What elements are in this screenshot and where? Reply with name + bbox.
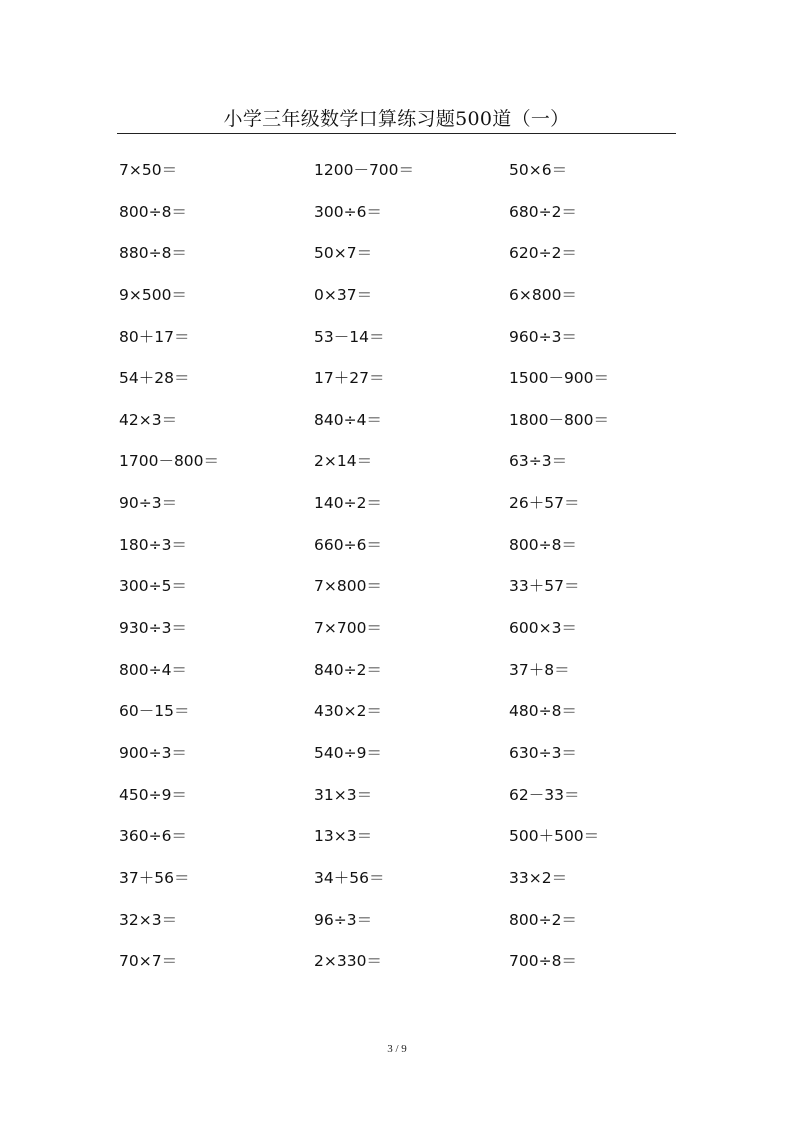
problem-item: 37＋8＝ — [509, 660, 570, 679]
problem-item: 1500－900＝ — [509, 369, 610, 388]
problem-item: 33×2＝ — [509, 868, 568, 887]
problem-item: 60－15＝ — [119, 702, 190, 721]
problem-item: 620÷2＝ — [509, 244, 577, 263]
problem-item: 180÷3＝ — [119, 535, 187, 554]
problem-item: 900÷3＝ — [119, 743, 187, 762]
problem-item: 34＋56＝ — [314, 868, 385, 887]
problem-item: 300÷6＝ — [314, 202, 382, 221]
problem-item: 50×7＝ — [314, 244, 373, 263]
problem-item: 2×14＝ — [314, 452, 373, 471]
problem-item: 63÷3＝ — [509, 452, 568, 471]
problem-item: 7×700＝ — [314, 619, 382, 638]
problem-item: 1800－800＝ — [509, 410, 610, 429]
problem-item: 500＋500＝ — [509, 827, 600, 846]
problem-grid — [119, 150, 679, 983]
problem-item: 800÷8＝ — [509, 535, 577, 554]
problem-item: 96÷3＝ — [314, 910, 373, 929]
problem-item: 540÷9＝ — [314, 743, 382, 762]
problem-item: 480÷8＝ — [509, 702, 577, 721]
problem-item: 17＋27＝ — [314, 369, 385, 388]
problem-item: 7×800＝ — [314, 577, 382, 596]
problem-item: 680÷2＝ — [509, 202, 577, 221]
problem-item: 300÷5＝ — [119, 577, 187, 596]
problem-item: 960÷3＝ — [509, 327, 577, 346]
problem-item: 880÷8＝ — [119, 244, 187, 263]
problem-item: 33＋57＝ — [509, 577, 580, 596]
problem-item: 630÷3＝ — [509, 743, 577, 762]
problem-item: 54＋28＝ — [119, 369, 190, 388]
problem-item: 70×7＝ — [119, 952, 178, 971]
problem-item: 430×2＝ — [314, 702, 382, 721]
problem-item: 660÷6＝ — [314, 535, 382, 554]
problem-item: 7×50＝ — [119, 161, 178, 179]
problem-item: 50×6＝ — [509, 161, 568, 179]
problem-item: 450÷9＝ — [119, 785, 187, 804]
problem-item: 800÷4＝ — [119, 660, 187, 679]
problem-item: 6×800＝ — [509, 285, 577, 304]
problem-item: 9×500＝ — [119, 285, 187, 304]
problem-item: 53－14＝ — [314, 327, 385, 346]
problem-item: 840÷2＝ — [314, 660, 382, 679]
problem-item: 0×37＝ — [314, 285, 373, 304]
problem-item: 13×3＝ — [314, 827, 373, 846]
problem-item: 930÷3＝ — [119, 619, 187, 638]
problem-item: 90÷3＝ — [119, 494, 178, 513]
problem-item: 31×3＝ — [314, 785, 373, 804]
problem-item: 800÷8＝ — [119, 202, 187, 221]
problem-item: 32×3＝ — [119, 910, 178, 929]
title-underline — [117, 133, 676, 134]
page-number: 3 / 9 — [387, 1043, 407, 1055]
problem-item: 800÷2＝ — [509, 910, 577, 929]
page-title: 小学三年级数学口算练习题500道（一） — [223, 108, 570, 130]
problem-item: 62－33＝ — [509, 785, 580, 804]
problem-item: 1200－700＝ — [314, 161, 415, 179]
problem-item: 360÷6＝ — [119, 827, 187, 846]
problem-item: 600×3＝ — [509, 619, 577, 638]
problem-item: 80＋17＝ — [119, 327, 190, 346]
problem-item: 37＋56＝ — [119, 868, 190, 887]
problem-item: 26＋57＝ — [509, 494, 580, 513]
problem-item: 840÷4＝ — [314, 410, 382, 429]
problem-item: 42×3＝ — [119, 410, 178, 429]
problem-item: 140÷2＝ — [314, 494, 382, 513]
problem-item: 700÷8＝ — [509, 952, 577, 971]
problem-item: 2×330＝ — [314, 952, 382, 971]
problem-item: 1700－800＝ — [119, 452, 220, 471]
